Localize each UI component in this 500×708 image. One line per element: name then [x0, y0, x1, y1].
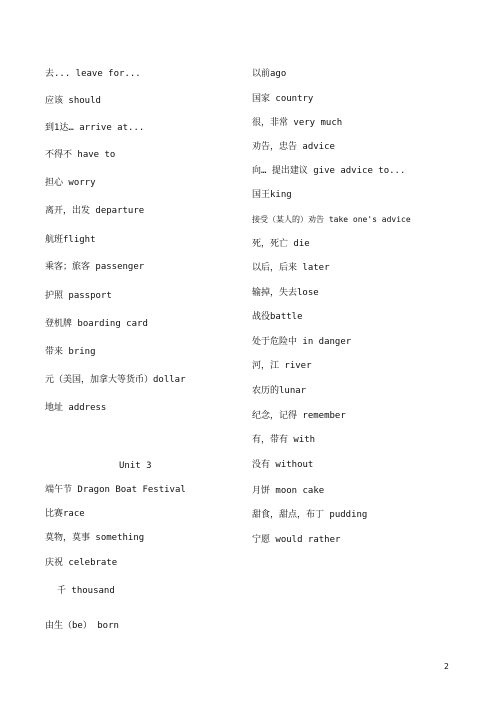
vocab-entry-right-5: 向… 提出建议 give advice to...	[252, 166, 406, 176]
unit-heading: Unit 3	[119, 461, 152, 471]
vocab-entry-right-11: 战役battle	[252, 312, 303, 322]
vocab-entry-right-2: 国家 country	[252, 94, 314, 104]
vocab-entry-unit-5: 千 thousand	[57, 586, 115, 596]
vocab-entry-left-4: 不得不 have to	[45, 150, 116, 160]
vocab-entry-left-5: 担心 worry	[45, 178, 96, 188]
vocab-entry-unit-3: 莫物，莫事 something	[45, 533, 145, 543]
vocab-entry-left-9: 护照 passport	[45, 291, 112, 301]
vocab-entry-right-8: 死，死亡 die	[252, 239, 310, 249]
vocab-entry-left-8: 乘客；旅客 passenger	[45, 262, 145, 272]
vocab-entry-right-12: 处于危险中 in danger	[252, 337, 352, 347]
vocab-entry-left-1: 去... leave for...	[45, 69, 141, 79]
vocab-entry-right-19: 甜食，甜点，布丁 pudding	[252, 510, 368, 520]
vocab-entry-right-1: 以前ago	[252, 69, 287, 79]
vocab-entry-right-15: 纪念，记得 remember	[252, 411, 346, 421]
vocab-entry-right-3: 很，非常 very much	[252, 118, 343, 128]
vocab-entry-right-7: 接受（某人的）劝告 take one's advice	[252, 215, 411, 224]
vocab-entry-unit-6: 由生（be） born	[45, 621, 119, 631]
vocab-entry-unit-2: 比赛race	[45, 509, 85, 519]
vocab-entry-right-4: 劝告，忠告 advice	[252, 142, 335, 152]
vocab-entry-left-10: 登机牌 boarding card	[45, 319, 148, 329]
vocab-entry-left-13: 地址 address	[45, 403, 107, 413]
vocab-entry-right-17: 没有 without	[252, 460, 314, 470]
vocab-entry-left-3: 到1达… arrive at...	[45, 123, 145, 133]
vocab-entry-right-18: 月饼 moon cake	[252, 486, 325, 496]
page-number: 2	[444, 662, 449, 671]
vocab-entry-right-13: 河，江 river	[252, 361, 312, 371]
vocab-entry-right-20: 宁愿 would rather	[252, 535, 341, 545]
vocab-entry-left-11: 带来 bring	[45, 347, 96, 357]
vocab-entry-right-10: 输掉，失去lose	[252, 288, 319, 298]
vocab-entry-left-7: 航班flight	[45, 235, 96, 245]
vocab-entry-unit-4: 庆祝 celebrate	[45, 558, 118, 568]
vocab-entry-unit-1: 端午节 Dragon Boat Festival	[45, 485, 186, 495]
vocab-entry-right-14: 农历的lunar	[252, 386, 307, 396]
vocab-entry-right-9: 以后，后来 later	[252, 263, 330, 273]
vocab-entry-left-12: 元（美国，加拿大等货币）dollar	[45, 375, 186, 385]
vocab-entry-left-6: 离开，出发 departure	[45, 206, 145, 216]
vocab-entry-left-2: 应该 should	[45, 96, 101, 106]
vocab-entry-right-6: 国王king	[252, 190, 292, 200]
vocab-entry-right-16: 有，带有 with	[252, 435, 316, 445]
